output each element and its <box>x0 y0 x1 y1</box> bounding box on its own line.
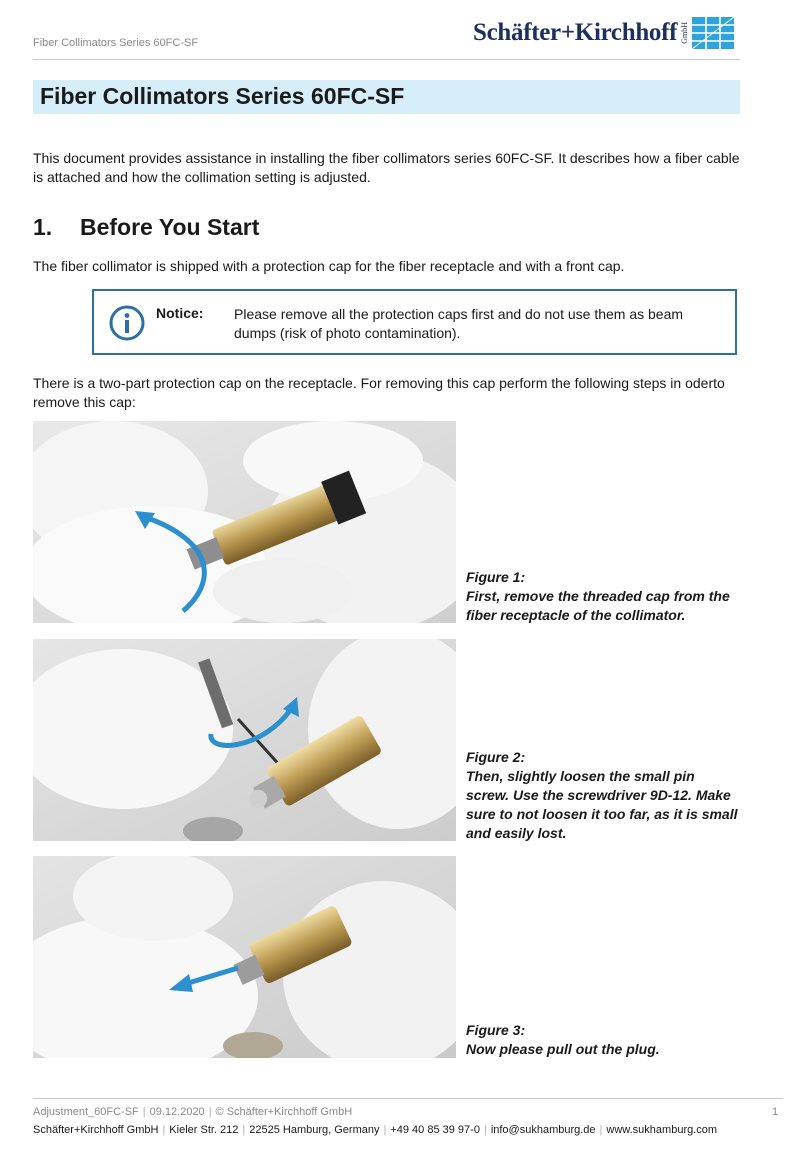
figure-3-caption <box>466 1021 741 1059</box>
footer-company: Schäfter+Kirchhoff GmbH <box>33 1124 159 1136</box>
footer-web-link[interactable]: www.sukhamburg.com <box>606 1124 718 1136</box>
figure-1-photo <box>33 421 456 623</box>
footer-date: 09.12.2020 <box>149 1106 205 1118</box>
header-divider <box>33 59 740 60</box>
footer-doc-id: Adjustment_60FC-SF <box>33 1106 139 1118</box>
intro-paragraph: This document provides assistance in installing the fiber collimators series 60FC-SF. It describes how a fiber cable is attached and how the collimation setting is adjusted. <box>33 150 740 185</box>
company-logo <box>473 16 734 50</box>
notice-label: Notice: <box>156 305 204 321</box>
cap-paragraph: There is a two-part protection cap on the receptacle. For removing this cap perform the following steps in oderto remove this cap: <box>33 375 725 410</box>
section-heading <box>33 214 259 241</box>
info-icon <box>109 305 145 341</box>
section-title: Before You Start <box>80 214 260 240</box>
figure-3-photo <box>33 856 456 1058</box>
footer-city: 22525 Hamburg, Germany <box>249 1124 380 1136</box>
footer-doc-info: Adjustment_60FC-SF | 09.12.2020 | © Schäfter+Kirchhoff GmbH <box>33 1106 353 1118</box>
page-number: 1 <box>772 1106 779 1118</box>
footer-divider <box>33 1098 783 1099</box>
footer-phone: +49 40 85 39 97-0 <box>390 1124 480 1136</box>
section-number: 1. <box>33 214 53 240</box>
figure-1-caption <box>466 568 741 625</box>
figure-2-photo <box>33 639 456 841</box>
logo-gmbh: GmbH <box>680 22 690 44</box>
footer-street: Kieler Str. 212 <box>169 1124 239 1136</box>
document-title: Fiber Collimators Series 60FC-SF <box>40 83 405 109</box>
figure-1-label: Figure 1: <box>466 569 526 585</box>
running-header-title: Fiber Collimators Series 60FC-SF <box>33 37 199 49</box>
notice-box <box>92 289 737 355</box>
figure-3-label: Figure 3: <box>466 1022 526 1038</box>
figure-1-text: First, remove the threaded cap from the fiber receptacle of the collimator. <box>466 588 730 623</box>
logo-wordmark: Schäfter+Kirchhoff <box>473 19 678 46</box>
figure-2-text: Then, slightly loosen the small pin screw. Use the screwdriver 9D-12. Make sure to not loosen it too far, as it is small and easily lost. <box>466 768 738 841</box>
notice-text: Please remove all the protection caps first and do not use them as beam dumps (risk of photo contamination). <box>234 306 684 341</box>
shipping-paragraph: The fiber collimator is shipped with a protection cap for the fiber receptacle and with a front cap. <box>33 258 625 274</box>
title-band <box>33 80 740 114</box>
footer-email-link[interactable]: info@sukhamburg.de <box>490 1124 596 1136</box>
footer-copyright: © Schäfter+Kirchhoff GmbH <box>215 1106 353 1118</box>
logo-grid-icon <box>692 17 734 49</box>
figure-2-caption <box>466 748 741 843</box>
footer-contact: Schäfter+Kirchhoff GmbH | Kieler Str. 212 | 22525 Hamburg, Germany | +49 40 85 39 97-0 | info@sukhamburg.de | www.sukhamburg.com <box>33 1124 718 1136</box>
figure-2-label: Figure 2: <box>466 749 526 765</box>
figure-3-text: Now please pull out the plug. <box>466 1041 660 1057</box>
